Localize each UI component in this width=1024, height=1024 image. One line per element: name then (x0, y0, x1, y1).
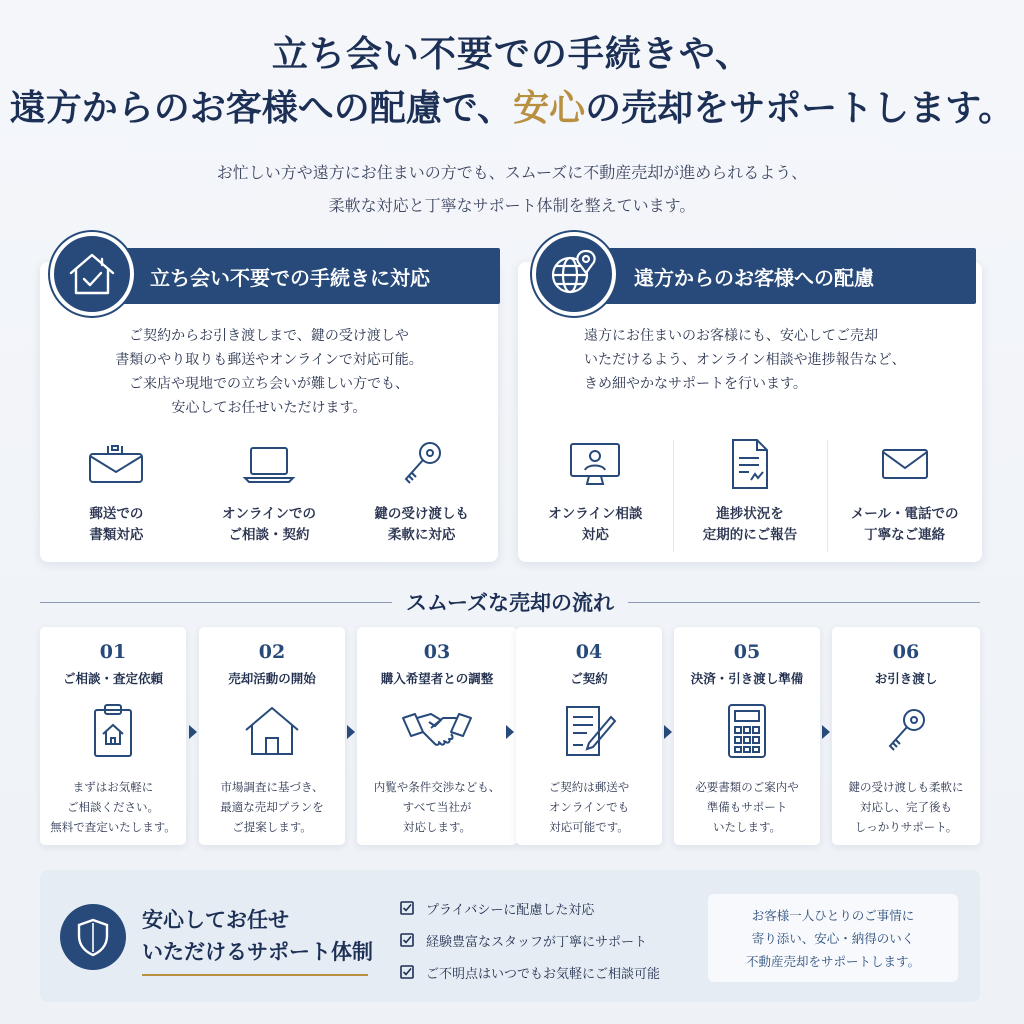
feature-label (193, 504, 346, 546)
hero-accent-word: 安心 (513, 87, 586, 129)
handshake-icon (357, 693, 517, 769)
desc-line: 鍵の受け渡しも柔軟に (848, 780, 964, 794)
divider-line (40, 602, 392, 603)
card-remote-customers (518, 262, 982, 562)
step-02 (199, 627, 345, 845)
desc-line: オンラインでも (548, 800, 630, 814)
support-title-line: 安心してお任せ (142, 907, 289, 932)
step-title: ご契約 (570, 671, 608, 686)
step-number: 05 (733, 641, 761, 663)
step-01 (40, 627, 186, 845)
step-description (199, 777, 345, 837)
body-line: きめ細やかなサポートを行います。 (584, 376, 807, 392)
support-panel (40, 870, 980, 1002)
house-check-icon (50, 232, 134, 316)
check-text: 経験豊富なスタッフが丁寧にサポート (426, 934, 648, 950)
flow-arrow-icon (664, 725, 672, 739)
step-04 (516, 627, 662, 845)
desc-line: 必要書類のご案内や (695, 780, 799, 794)
flow-title: スムーズな売却の流れ (406, 590, 614, 615)
right-feature-row (518, 434, 982, 546)
feature-label (40, 504, 193, 546)
feature-key-handover (345, 434, 498, 546)
flow-section-heading (40, 586, 980, 618)
feature-label (518, 504, 673, 546)
step-title: ご相談・査定依頼 (62, 671, 163, 686)
envelope-icon (827, 434, 982, 494)
support-note (708, 894, 958, 982)
note-line: 寄り添い、安心・納得のいく (751, 931, 915, 946)
feature-label-line: ご相談・契約 (228, 527, 310, 543)
card-remote-customers-title: 遠方からのお客様への配慮 (570, 248, 976, 304)
lead-line-2: 柔軟な対応と丁寧なサポート体制を整えています。 (328, 196, 696, 215)
step-number: 03 (423, 641, 451, 663)
feature-label-line: メール・電話での (850, 506, 959, 522)
calculator-icon (674, 693, 820, 769)
desc-line: 対応可能です。 (549, 820, 629, 834)
card-no-attendance-body (40, 324, 498, 420)
step-description (40, 777, 186, 837)
flow-arrow-icon (347, 725, 355, 739)
flow-arrow-icon (189, 725, 197, 739)
feature-label-line: 定期的にご報告 (702, 527, 798, 543)
support-checklist (400, 892, 660, 988)
gold-underline (142, 974, 368, 976)
lead-text (0, 156, 1024, 222)
desc-line: 準備もサポート (706, 800, 788, 814)
flow-arrow-icon (506, 725, 514, 739)
step-title: お引き渡し (874, 671, 938, 686)
feature-label (827, 504, 982, 546)
feature-mail-phone (827, 434, 982, 546)
desc-line: 対応します。 (402, 820, 472, 834)
note-line: 不動産売却をサポートします。 (745, 954, 920, 969)
clipboard-house-icon (40, 693, 186, 769)
desc-line: 市場調査に基づき、 (220, 780, 324, 794)
check-item (400, 924, 660, 956)
check-item (400, 956, 660, 988)
check-text: ご不明点はいつでもお気軽にご相談可能 (426, 966, 661, 982)
desc-line: ご契約は郵送や (548, 780, 630, 794)
feature-label-line: オンラインでの (221, 506, 317, 522)
check-text: プライバシーに配慮した対応 (426, 902, 595, 918)
step-description (832, 777, 980, 837)
desc-line: しっかりサポート。 (854, 820, 958, 834)
checkmark-icon (400, 901, 414, 915)
lead-line-1: お忙しい方や遠方にお住まいの方でも、スムーズに不動産売却が進められるよう、 (216, 163, 808, 182)
step-05 (674, 627, 820, 845)
step-number: 01 (99, 641, 127, 663)
feature-label-line: 対応 (581, 527, 609, 543)
hero-line-1: 立ち会い不要での手続きや、 (271, 33, 753, 75)
desc-line: 対応し、完了後も (860, 800, 952, 814)
checkmark-icon (400, 933, 414, 947)
feature-progress-report (673, 434, 828, 546)
contract-pen-icon (516, 693, 662, 769)
feature-label (673, 504, 828, 546)
step-description (674, 777, 820, 837)
desc-line: 無料で査定いたします。 (50, 820, 176, 834)
flow-arrow-icon (822, 725, 830, 739)
feature-label-line: 丁寧なご連絡 (864, 527, 946, 543)
globe-pin-icon (532, 232, 616, 316)
feature-label-line: 鍵の受け渡しも (374, 506, 469, 522)
shield-icon (60, 904, 126, 970)
step-06 (832, 627, 980, 845)
checkmark-icon (400, 965, 414, 979)
body-line: 安心してお任せいただけます。 (171, 400, 367, 416)
card-no-attendance-title: 立ち会い不要での手続きに対応 (96, 248, 500, 304)
feature-online-contract (193, 434, 346, 546)
step-description (516, 777, 662, 837)
feature-label-line: 進捗状況を (716, 506, 784, 522)
step-number: 06 (892, 641, 920, 663)
feature-mail-docs (40, 434, 193, 546)
hero-heading (0, 30, 1024, 138)
feature-label-line: オンライン相談 (548, 506, 643, 522)
monitor-user-icon (518, 434, 673, 494)
desc-line: 内覧や条件交渉なども、 (373, 780, 501, 794)
desc-line: ご相談ください。 (67, 800, 159, 814)
feature-label-line: 書類対応 (89, 527, 144, 543)
body-line: ご来店や現地での立ち会いが難しい方でも、 (129, 376, 409, 392)
step-number: 02 (258, 641, 286, 663)
house-icon (199, 693, 345, 769)
step-03 (357, 627, 517, 845)
feature-online-consult (518, 434, 673, 546)
left-feature-row (40, 434, 498, 546)
feature-label-line: 柔軟に対応 (387, 527, 456, 543)
mailbox-icon (40, 434, 193, 494)
desc-line: すべて当社が (402, 800, 472, 814)
hero-line-2-pre: 遠方からのお客様への配慮で、 (9, 87, 514, 129)
step-title: 売却活動の開始 (228, 671, 316, 686)
support-title-line: いただけるサポート体制 (142, 939, 373, 964)
desc-line: まずはお気軽に (72, 780, 154, 794)
body-line: いただけるよう、オンライン相談や進捗報告など、 (584, 352, 906, 368)
body-line: 遠方にお住まいのお客様にも、安心してご売却 (584, 328, 878, 344)
card-remote-customers-body (584, 324, 964, 396)
step-title: 決済・引き渡し準備 (690, 671, 804, 686)
hero-line-2-post: の売却をサポートします。 (585, 87, 1015, 129)
laptop-icon (193, 434, 346, 494)
check-item (400, 892, 660, 924)
step-number: 04 (575, 641, 603, 663)
note-line: お客様一人ひとりのご事情に (751, 908, 915, 923)
key-icon (832, 693, 980, 769)
step-title: 購入希望者との調整 (380, 671, 494, 686)
flow-steps (40, 627, 980, 845)
card-no-attendance (40, 262, 498, 562)
document-icon (673, 434, 828, 494)
feature-label-line: 郵送での (89, 506, 144, 522)
step-description (357, 777, 517, 837)
desc-line: いたします。 (712, 820, 782, 834)
body-line: ご契約からお引き渡しまで、鍵の受け渡しや (129, 328, 409, 344)
desc-line: ご提案します。 (232, 820, 312, 834)
divider-line (628, 602, 980, 603)
key-icon (345, 434, 498, 494)
support-title (142, 904, 373, 968)
body-line: 書類のやり取りも郵送やオンラインで対応可能。 (115, 352, 423, 368)
feature-label (345, 504, 498, 546)
desc-line: 最適な売却プランを (220, 800, 324, 814)
hero-line-2 (0, 78, 1024, 138)
